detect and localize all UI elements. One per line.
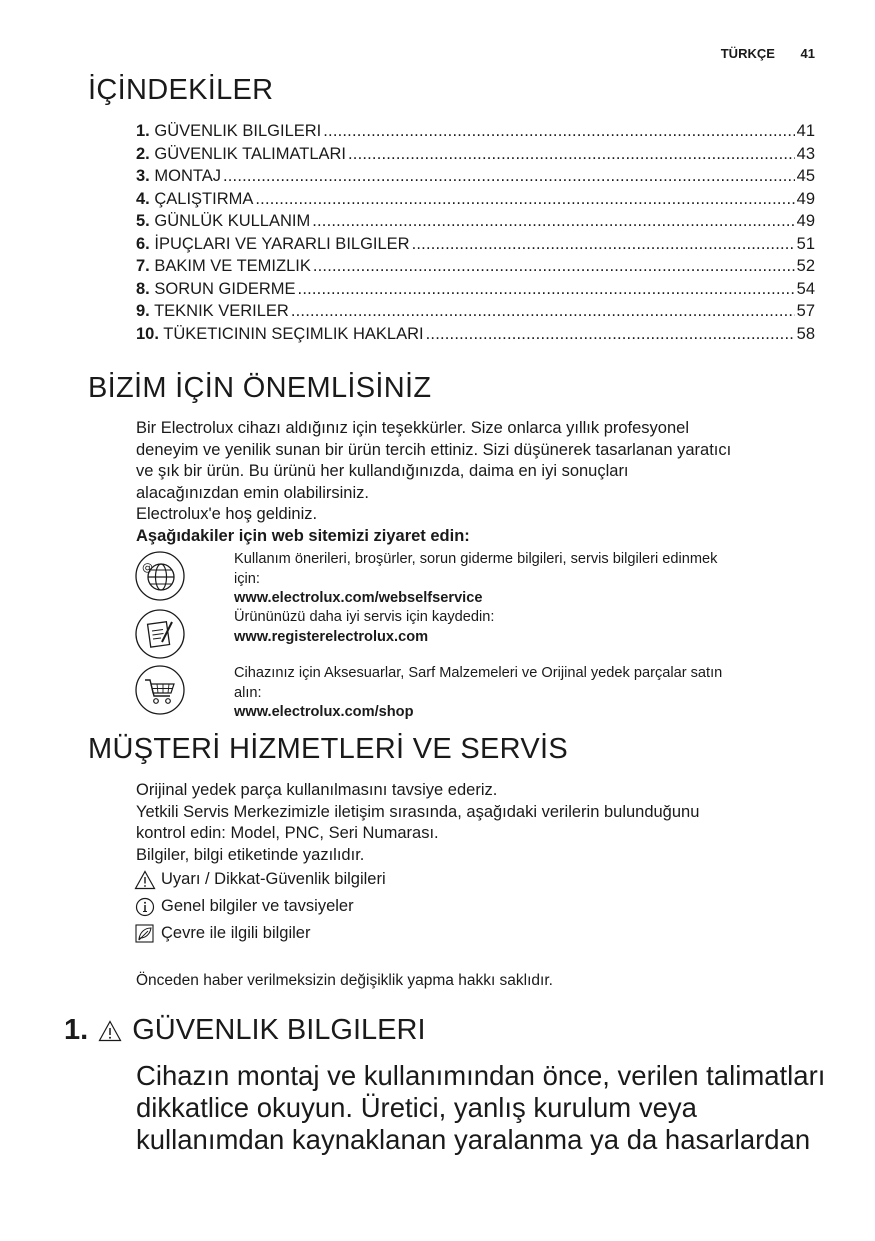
safety-line: dikkatlice okuyun. Üretici, yanlış kurulum veya <box>136 1092 697 1123</box>
toc-entry-page: 45 <box>796 167 815 185</box>
web-item-text: için: <box>234 570 260 587</box>
legend-label: Genel bilgiler ve tavsiyeler <box>161 897 354 915</box>
register-icon <box>134 608 186 660</box>
section-title: GÜVENLIK BILGILERI <box>132 1014 426 1046</box>
legend-label: Çevre ile ilgili bilgiler <box>161 924 311 942</box>
warning-icon <box>98 1020 122 1042</box>
service-line: kontrol edin: Model, PNC, Seri Numarası. <box>136 824 439 842</box>
service-line: Orijinal yedek parça kullanılmasını tavsiye ederiz. <box>136 781 498 799</box>
table-of-contents <box>136 122 815 347</box>
change-notice: Önceden haber verilmeksizin değişiklik yapma hakkı saklıdır. <box>136 972 553 989</box>
toc-entry-label: İPUÇLARI VE YARARLI BILGILER <box>154 234 410 253</box>
toc-entry-number: 4. <box>136 189 150 208</box>
toc-entry-label: TEKNIK VERILER <box>154 302 289 320</box>
toc-entry-label: GÜVENLIK TALIMATLARI <box>154 144 346 163</box>
toc-entry[interactable] <box>136 212 815 235</box>
toc-entry-page: 51 <box>796 234 815 253</box>
selfservice-link[interactable]: www.electrolux.com/webselfservice <box>234 590 483 606</box>
leaf-icon <box>134 924 156 944</box>
web-item-text: Kullanım önerileri, broşürler, sorun giderme bilgileri, servis bilgileri edinmek <box>234 551 718 567</box>
section-number: 1. <box>64 1014 89 1046</box>
register-link[interactable]: www.registerelectrolux.com <box>234 628 429 645</box>
toc-entry-page: 52 <box>796 257 815 275</box>
warning-icon <box>134 870 156 890</box>
toc-title: İÇİNDEKİLER <box>88 74 274 106</box>
toc-entry-label: GÜNLÜK KULLANIM <box>154 212 311 230</box>
svg-text:@: @ <box>142 561 153 574</box>
legend-label: Uyarı / Dikkat-Güvenlik bilgileri <box>161 870 386 888</box>
toc-entry-number: 10. <box>136 324 159 343</box>
service-line: Yetkili Servis Merkezimizle iletişim sırasında, aşağıdaki verilerin bulunduğunu <box>136 802 700 821</box>
toc-entry[interactable] <box>136 302 815 325</box>
cart-icon <box>134 664 186 716</box>
web-item-text: alın: <box>234 684 262 701</box>
service-title: MÜŞTERİ HİZMETLERİ VE SERVİS <box>88 733 569 765</box>
about-line: Electrolux'e hoş geldiniz. <box>136 505 318 523</box>
safety-heading <box>64 1014 426 1047</box>
service-line: Bilgiler, bilgi etiketinde yazılıdır. <box>136 845 365 864</box>
toc-entry-page: 41 <box>796 122 815 140</box>
page-header <box>721 46 815 61</box>
about-title: BİZİM İÇİN ÖNEMLİSİNİZ <box>88 372 432 404</box>
toc-entry-page: 54 <box>796 279 815 298</box>
about-paragraph <box>136 418 826 547</box>
safety-line: Cihazın montaj ve kullanımından önce, verilen talimatları <box>136 1060 826 1091</box>
about-line: deneyim ve yenilik sunan bir ürün tercih ettiniz. Sizi düşünerek tasarlanan yaratıcı <box>136 440 732 459</box>
toc-entry-label: SORUN GIDERME <box>154 279 296 298</box>
toc-entry-number: 8. <box>136 279 150 298</box>
visit-website-label: Aşağıdakiler için web sitemizi ziyaret edin: <box>136 526 470 545</box>
toc-entry[interactable] <box>136 325 815 348</box>
toc-entry-page: 57 <box>796 302 815 320</box>
legend-item-warning <box>134 866 386 893</box>
toc-entry-page: 43 <box>796 144 815 163</box>
legend-item-info <box>134 893 386 920</box>
shop-link[interactable]: www.electrolux.com/shop <box>234 704 414 720</box>
toc-entry[interactable] <box>136 190 815 213</box>
toc-entry-number: 6. <box>136 234 150 253</box>
toc-entry-page: 49 <box>796 189 815 208</box>
about-line: Bir Electrolux cihazı aldığınız için teşekkürler. Size onlarca yıllık profesyonel <box>136 419 689 437</box>
toc-entry-number: 1. <box>136 122 150 140</box>
symbol-legend <box>134 866 386 947</box>
toc-entry-page: 49 <box>796 212 815 230</box>
service-paragraph <box>136 780 826 866</box>
toc-entry-label: TÜKETICININ SEÇIMLIK HAKLARI <box>163 324 424 343</box>
web-item-text: Ürününüzü daha iyi servis için kaydedin: <box>234 609 495 625</box>
toc-entry-label: ÇALIŞTIRMA <box>154 189 254 208</box>
globe-icon <box>134 550 186 602</box>
toc-entry-page: 58 <box>796 324 815 343</box>
info-icon <box>134 897 156 917</box>
toc-entry-label: MONTAJ <box>154 167 221 185</box>
toc-entry-label: GÜVENLIK BILGILERI <box>154 122 322 140</box>
legend-item-environment <box>134 920 386 947</box>
web-item-text: Cihazınız için Aksesuarlar, Sarf Malzemeleri ve Orijinal yedek parçalar satın <box>234 665 723 681</box>
toc-entry-number: 5. <box>136 212 150 230</box>
toc-entry[interactable] <box>136 122 815 145</box>
toc-entry[interactable] <box>136 167 815 190</box>
language-label: TÜRKÇE <box>720 46 775 61</box>
safety-line: kullanımdan kaynaklanan yaralanma ya da hasarlardan <box>136 1124 811 1155</box>
about-line: alacağınızdan emin olabilirsiniz. <box>136 483 369 502</box>
toc-entry-number: 2. <box>136 144 150 163</box>
toc-entry[interactable] <box>136 145 815 168</box>
about-line: ve şık bir ürün. Bu ürünü her kullandığınızda, daima en iyi sonuçları <box>136 462 629 480</box>
toc-entry-number: 9. <box>136 302 150 320</box>
page-number: 41 <box>800 46 815 61</box>
toc-entry-number: 3. <box>136 167 150 185</box>
toc-entry-label: BAKIM VE TEMIZLIK <box>154 257 311 275</box>
toc-entry[interactable] <box>136 235 815 258</box>
toc-entry-number: 7. <box>136 257 150 275</box>
toc-entry[interactable] <box>136 257 815 280</box>
toc-entry[interactable] <box>136 280 815 303</box>
safety-paragraph <box>136 1060 836 1156</box>
